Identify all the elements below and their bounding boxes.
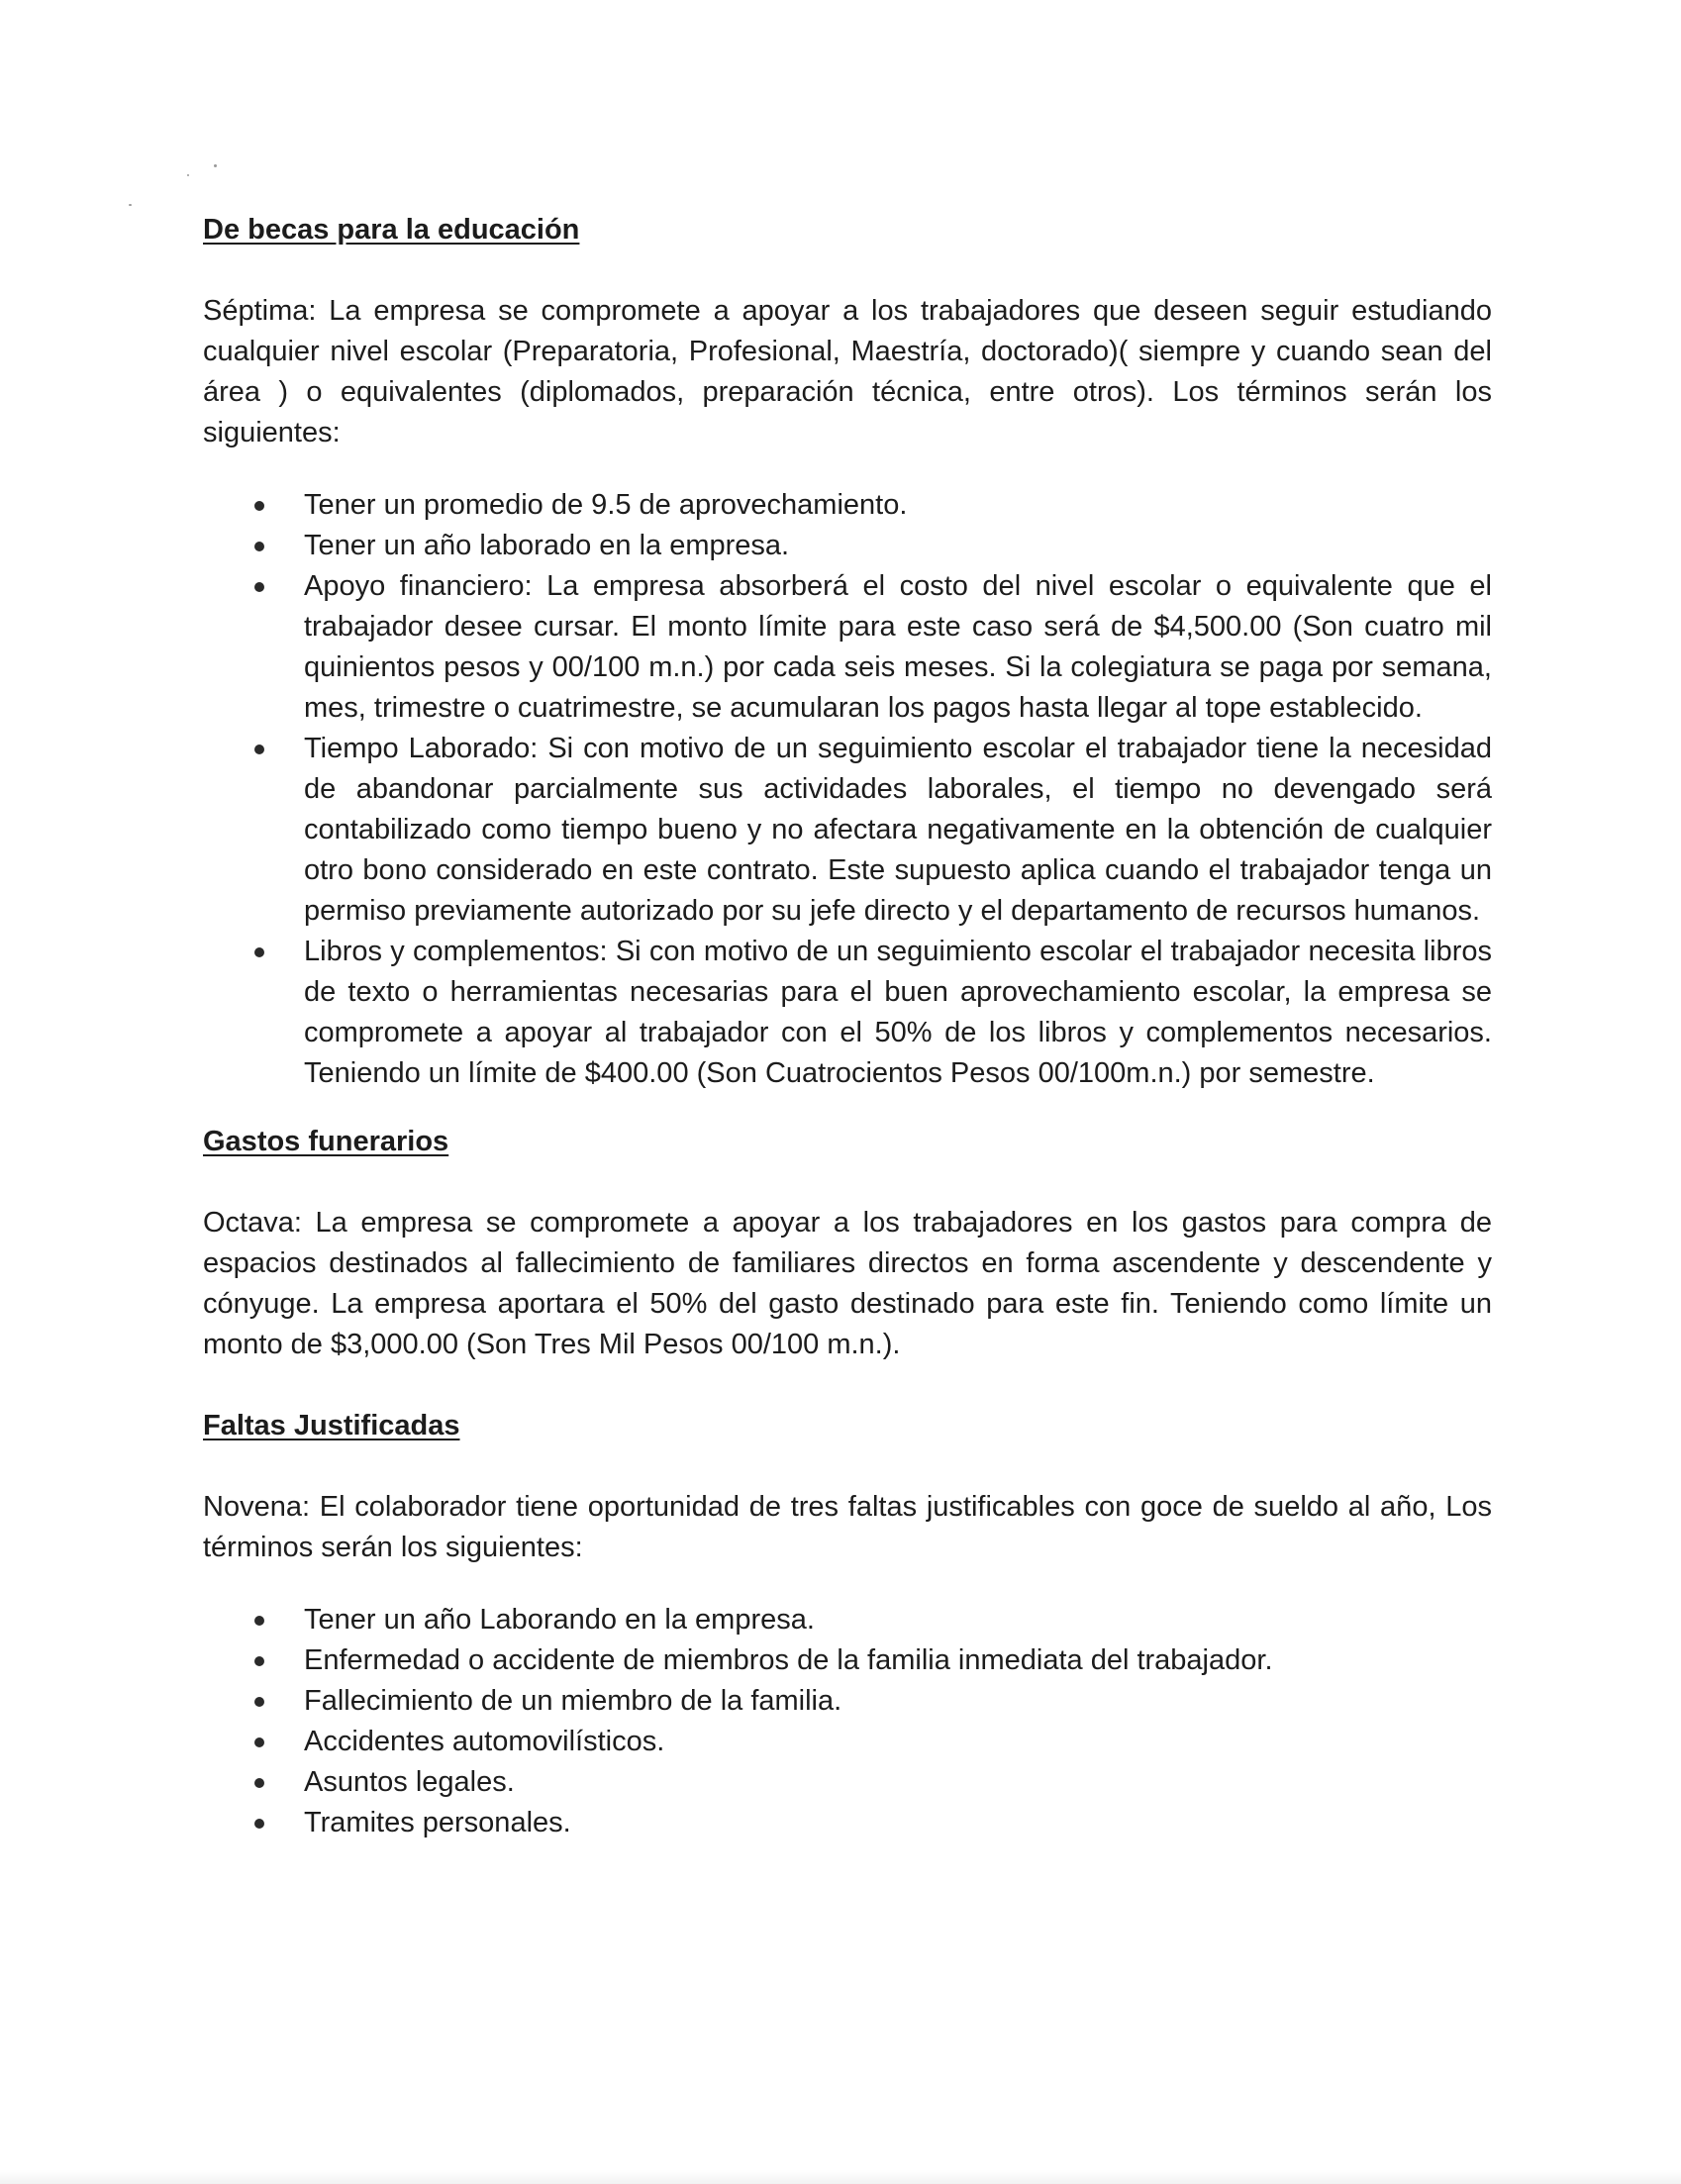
bullet-icon <box>254 1737 264 1747</box>
list-item: Tener un año Laborando en la empresa. <box>203 1600 1492 1640</box>
section-heading-faltas-justificadas: Faltas Justificadas <box>203 1410 460 1441</box>
document-body <box>203 210 1492 1843</box>
clause-septima: Séptima: La empresa se compromete a apoyar a los trabajadores que deseen seguir estudiando cualquier nivel escolar (Preparatoria, Profesional, Maestría, doctorado)( siempre y cuando sean del área ) o equivalentes (diplomados, preparación técnica, entre otros). Los términos serán los siguientes: <box>203 295 1492 448</box>
bullet-icon <box>254 1819 264 1829</box>
clause-octava: Octava: La empresa se compromete a apoyar a los trabajadores en los gastos para compra de espacios destinados al fallecimiento de familiares directos en forma ascendente y descendente y cónyuge. La empresa aportara el 50% del gasto destinado para este fin. Teniendo como límite un monto de $3,000.00 (Son Tres Mil Pesos 00/100 m.n.). <box>203 1207 1492 1360</box>
becas-terms-list <box>203 485 1492 1094</box>
scan-speck <box>214 164 217 167</box>
bullet-icon <box>254 947 264 957</box>
section-heading-gastos-funerarios: Gastos funerarios <box>203 1126 449 1157</box>
bullet-icon <box>254 1616 264 1626</box>
list-item: Tener un año laborado en la empresa. <box>203 526 1492 566</box>
faltas-terms-list <box>203 1600 1492 1843</box>
list-item: Libros y complementos: Si con motivo de un seguimiento escolar el trabajador necesita libros de texto o herramientas necesarias para el buen aprovechamiento escolar, la empresa se compromete a apoyar al trabajador con el 50% de los libros y complementos necesarios. Teniendo un límite de $400.00 (Son Cuatrocientos Pesos 00/100m.n.) por semestre. <box>203 932 1492 1094</box>
bullet-icon <box>254 582 264 592</box>
list-item: Asuntos legales. <box>203 1762 1492 1803</box>
scan-bottom-edge <box>0 2170 1681 2184</box>
clause-novena: Novena: El colaborador tiene oportunidad de tres faltas justificables con goce de sueldo al año, Los términos serán los siguientes: <box>203 1491 1492 1563</box>
list-item: Fallecimiento de un miembro de la familia. <box>203 1681 1492 1722</box>
list-item: Tiempo Laborado: Si con motivo de un seguimiento escolar el trabajador tiene la necesidad de abandonar parcialmente sus actividades laborales, el tiempo no devengado será contabilizado como tiempo bueno y no afectara negativamente en la obtención de cualquier otro bono considerado en este contrato. Este supuesto aplica cuando el trabajador tenga un permiso previamente autorizado por su jefe directo y el departamento de recursos humanos. <box>203 729 1492 932</box>
list-item: Apoyo financiero: La empresa absorberá el costo del nivel escolar o equivalente que el trabajador desee cursar. El monto límite para este caso será de $4,500.00 (Son cuatro mil quinientos pesos y 00/100 m.n.) por cada seis meses. Si la colegiatura se paga por semana, mes, trimestre o cuatrimestre, se acumularan los pagos hasta llegar al tope establecido. <box>203 566 1492 729</box>
bullet-icon <box>254 501 264 511</box>
scan-speck <box>129 204 132 206</box>
section-heading-becas: De becas para la educación <box>203 214 580 246</box>
list-item: Tener un promedio de 9.5 de aprovechamiento. <box>203 485 1492 526</box>
bullet-icon <box>254 542 264 551</box>
bullet-icon <box>254 1656 264 1666</box>
bullet-icon <box>254 745 264 754</box>
list-item: Tramites personales. <box>203 1803 1492 1843</box>
scan-speck <box>187 174 189 176</box>
bullet-icon <box>254 1697 264 1707</box>
list-item: Enfermedad o accidente de miembros de la familia inmediata del trabajador. <box>203 1640 1492 1681</box>
bullet-icon <box>254 1778 264 1788</box>
list-item: Accidentes automovilísticos. <box>203 1722 1492 1762</box>
